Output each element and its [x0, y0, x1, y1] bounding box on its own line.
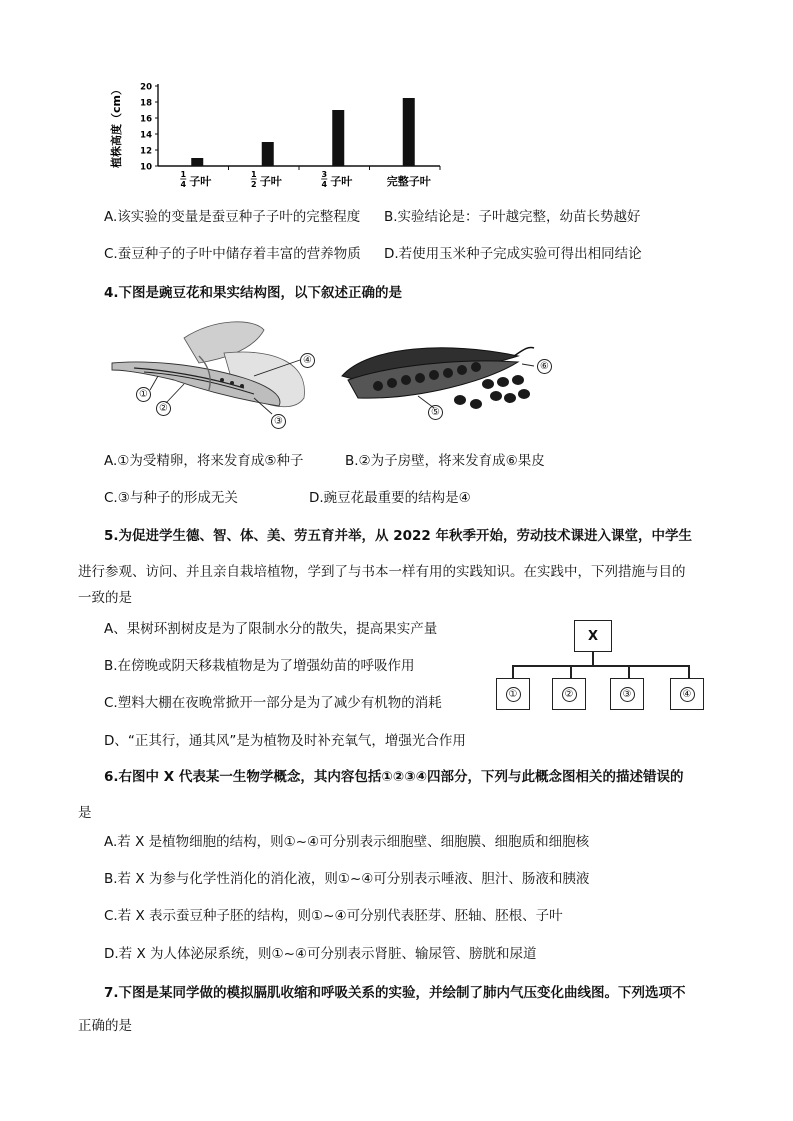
q6-option-d: D.若 X 为人体泌尿系统，则①~④可分别表示肾脏、输尿管、膀胱和尿道: [104, 946, 537, 962]
q5-option-d: D、“正其行，通其风”是为植物及时补充氧气，增强光合作用: [104, 733, 466, 749]
q6-option-a: A.若 X 是植物细胞的结构，则①~④可分别表示细胞壁、细胞膜、细胞质和细胞核: [104, 834, 590, 850]
y-tick-label: 10: [140, 162, 152, 173]
label-6: ⑥: [537, 359, 552, 374]
fraction-denominator: 2: [250, 180, 257, 189]
fraction-denominator: 4: [321, 180, 328, 189]
diagram-label-4: ④: [680, 687, 695, 702]
bar: [403, 98, 415, 166]
q5-option-c: C.塑料大棚在夜晚常掀开一部分是为了减少有机物的消耗: [104, 695, 442, 711]
q5-stem-line2: 进行参观、访问、并且亲自栽培植物，学到了与书本一样有用的实践知识。在实践中，下列措施与目的: [78, 564, 686, 580]
label-5: ⑤: [428, 405, 443, 420]
y-axis-label: 植株高度（cm）: [110, 84, 123, 168]
diagram-box-2: [552, 678, 586, 710]
diagram-connector: [570, 665, 572, 678]
diagram-label-1: ①: [506, 687, 521, 702]
diagram-box-3: [610, 678, 644, 710]
q4-option-d: D.豌豆花最重要的结构是④: [309, 490, 471, 506]
x-tick-label: 完整子叶: [386, 175, 431, 188]
bar: [262, 142, 274, 166]
diagram-label-2: ②: [562, 687, 577, 702]
fraction-numerator: 1: [250, 170, 257, 179]
q5-stem-line1: 5.为促进学生德、智、体、美、劳五育并举，从 2022 年秋季开始，劳动技术课进入课堂，中学生: [104, 528, 692, 544]
y-tick-label: 18: [140, 98, 152, 109]
q4-option-b: B.②为子房壁，将来发育成⑥果皮: [345, 453, 545, 469]
diagram-connector: [628, 665, 630, 678]
x-tick-label-suffix: 子叶: [259, 175, 282, 188]
plant-height-bar-chart: [100, 78, 450, 193]
label-1: ①: [136, 387, 151, 402]
label-4: ④: [300, 353, 315, 368]
bar: [191, 158, 203, 166]
q5-option-b: B.在傍晚或阴天移栽植物是为了增强幼苗的呼吸作用: [104, 658, 415, 674]
diagram-box-4: [670, 678, 704, 710]
q6-option-c: C.若 X 表示蚕豆种子胚的结构，则①~④可分别代表胚芽、胚轴、胚根、子叶: [104, 908, 563, 924]
q7-stem-line2: 正确的是: [78, 1018, 132, 1034]
diagram-box-1: [496, 678, 530, 710]
bar: [332, 110, 344, 166]
diagram-box-x: X: [574, 620, 612, 652]
y-tick-label: 20: [140, 82, 152, 93]
fraction-numerator: 1: [180, 170, 187, 179]
label-3: ③: [271, 414, 286, 429]
x-tick-label-suffix: 子叶: [189, 175, 212, 188]
q6-option-b: B.若 X 为参与化学性消化的消化液，则①~④可分别表示唾液、胆汁、肠液和胰液: [104, 871, 590, 887]
x-tick-label-suffix: 子叶: [330, 175, 353, 188]
pea-flower-illustration: [104, 318, 324, 430]
q3-option-a: A.该实验的变量是蚕豆种子子叶的完整程度: [104, 209, 361, 225]
q7-stem-line1: 7.下图是某同学做的模拟膈肌收缩和呼吸关系的实验，并绘制了肺内气压变化曲线图。下列选项不: [104, 985, 686, 1001]
q4-option-a: A.①为受精卵，将来发育成⑤种子: [104, 453, 304, 469]
diagram-label-3: ③: [620, 687, 635, 702]
diagram-connector: [512, 665, 688, 667]
diagram-connector: [592, 652, 594, 666]
q5-stem-line3: 一致的是: [78, 590, 132, 606]
fraction-denominator: 4: [180, 180, 187, 189]
diagram-connector: [512, 665, 514, 678]
q3-option-c: C.蚕豆种子的子叶中储存着丰富的营养物质: [104, 246, 361, 262]
q6-stem-line2: 是: [78, 805, 92, 821]
q5-option-a: A、果树环割树皮是为了限制水分的散失，提高果实产量: [104, 621, 438, 637]
q4-option-c: C.③与种子的形成无关: [104, 490, 238, 506]
q6-stem-line1: 6.右图中 X 代表某一生物学概念，其内容包括①②③④四部分，下列与此概念图相关的描述错误的: [104, 769, 684, 785]
q3-option-b: B.实验结论是：子叶越完整，幼苗长势越好: [384, 209, 641, 225]
y-tick-label: 12: [140, 146, 152, 157]
q4-stem: 4.下图是豌豆花和果实结构图，以下叙述正确的是: [104, 285, 403, 301]
diagram-connector: [688, 665, 690, 678]
q3-option-d: D.若使用玉米种子完成实验可得出相同结论: [384, 246, 642, 262]
fraction-numerator: 3: [321, 170, 328, 179]
label-2: ②: [156, 401, 171, 416]
y-tick-label: 14: [140, 130, 152, 141]
y-tick-label: 16: [140, 114, 152, 125]
